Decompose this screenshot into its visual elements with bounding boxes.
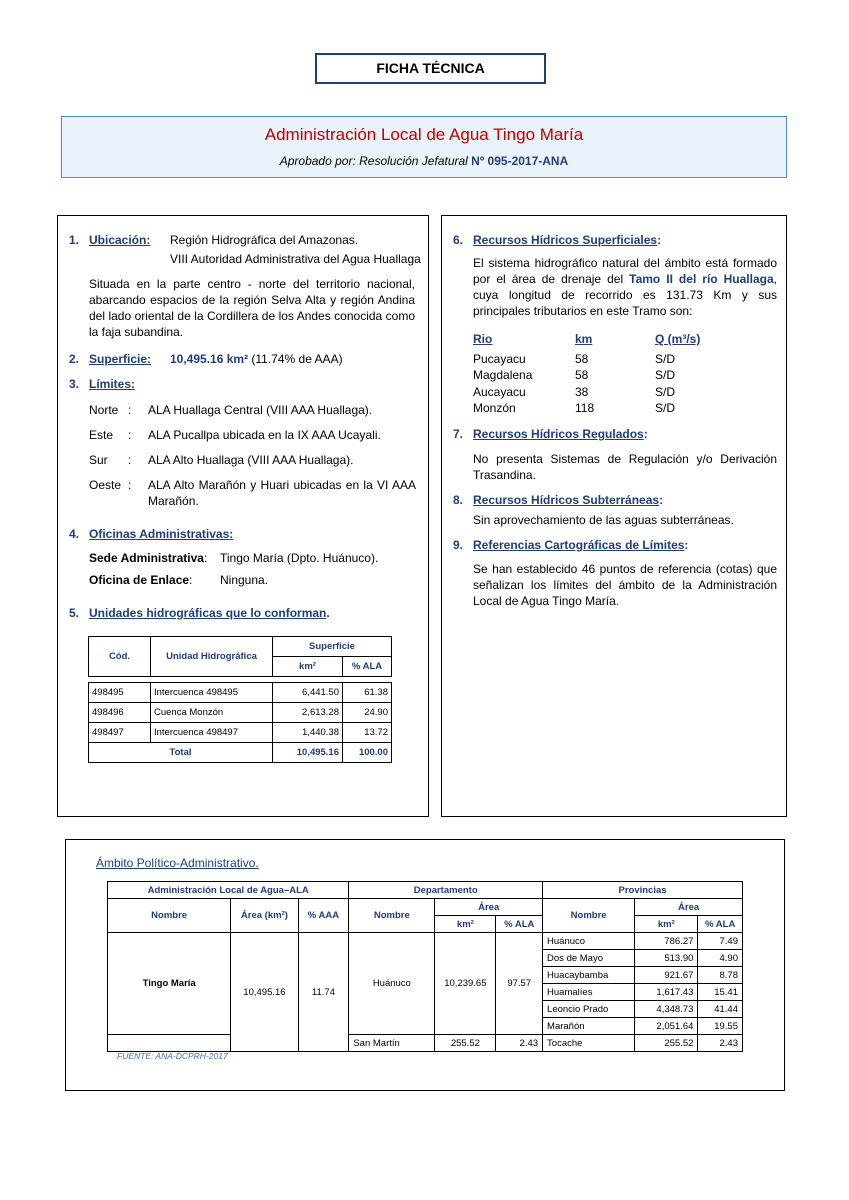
col-departamento: Departamento [349, 882, 543, 899]
section-subterraneas [453, 492, 664, 508]
referencias-text: Se han establecido 46 puntos de referencia (cotas) que señalizan los límites del ámbito de la Administración Local de Agua Tingo María. [473, 562, 777, 608]
list-item: Monzón 118 S/D [473, 401, 676, 415]
dep-name: Huánuco [349, 933, 435, 1035]
section-title: Límites: [89, 377, 136, 391]
section-regulados [453, 426, 648, 442]
superficiales-text: El sistema hidrográfico natural del ámbito está formado por el área de drenaje del Tamo II del río Huallaga, cuya longitud de recorrido es 131.73 Km y sus principales tributarios en este Tramo son: [473, 256, 777, 318]
rivers-header: Rio km Q (m³/s) [473, 332, 701, 346]
section-superficiales [453, 232, 662, 248]
subterraneas-text: Sin aprovechamiento de las aguas subterráneas. [473, 513, 734, 527]
ubicacion-line2: VIII Autoridad Administrativa del Agua Huallaga [170, 252, 421, 266]
section-number: 2. [69, 352, 80, 366]
superficie-value: 10,495.16 km² [170, 352, 249, 366]
section-title: Recursos Hídricos Regulados: [473, 427, 648, 441]
approval-line [62, 154, 786, 168]
section-number: 1. [69, 233, 80, 247]
ficha-tecnica-title: FICHA TÉCNICA [315, 53, 546, 84]
approval-label: Aprobado por: Resolución Jefatural [279, 154, 472, 168]
section-number: 4. [69, 527, 80, 541]
limite-oeste: Oeste : ALA Alto Marañón y Huari ubicadas en la VI AAA Marañón. [89, 478, 416, 508]
section-title: Recursos Hídricos Subterráneas: [473, 493, 664, 507]
ala-pct: 11.74 [298, 933, 349, 1052]
list-item: Aucayacu 38 S/D [473, 385, 676, 399]
section-referencias [453, 537, 689, 553]
table-row: San Martín 255.52 2.43 Tocache 255.52 2.43 [108, 1035, 743, 1052]
limite-norte: Norte : ALA Huallaga Central (VIII AAA Huallaga). [89, 403, 373, 417]
unidades-table [88, 636, 392, 763]
table-row: Huamalíes 1,617.43 15.41 [108, 984, 743, 1001]
col-unidad: Unidad Hidrográfica [151, 637, 273, 677]
col-ala: Administración Local de Agua–ALA [108, 882, 349, 899]
ubicacion-line1: Región Hidrográfica del Amazonas. [170, 233, 359, 247]
section-number: 8. [453, 493, 464, 507]
section-title: Oficinas Administrativas: [89, 527, 234, 541]
col-km: km² [273, 657, 343, 677]
table-row: Leoncio Prado 4,348.73 41.44 [108, 1001, 743, 1018]
section-title: Ubicación: [89, 233, 151, 247]
col-pct: % ALA [343, 657, 392, 677]
col-cod: Cód. [89, 637, 151, 677]
section-ubicacion [69, 232, 419, 248]
section-limites [69, 376, 136, 392]
table-row: 498497 Intercuenca 498497 1,440.38 13.72 [89, 723, 392, 743]
section-number: 7. [453, 427, 464, 441]
section-title: Superficie: [89, 352, 152, 366]
limite-sur: Sur : ALA Alto Huallaga (VIII AAA Huallaga). [89, 453, 354, 467]
section-number: 3. [69, 377, 80, 391]
col-superficie: Superficie [273, 637, 392, 657]
col-provincias: Provincias [543, 882, 743, 899]
limite-este: Este : ALA Pucallpa ubicada en la IX AAA Ucayali. [89, 428, 381, 442]
section-title: Recursos Hídricos Superficiales: [473, 233, 662, 247]
section-oficinas [69, 526, 419, 542]
table-row: 498495 Intercuenca 498495 6,441.50 61.38 [89, 683, 392, 703]
approval-code: Nº 095-2017-ANA [471, 154, 569, 168]
section-unidades [69, 605, 419, 621]
dep-km: 10,239.65 [435, 933, 496, 1035]
ala-area: 10,495.16 [231, 933, 298, 1052]
header-banner [61, 116, 787, 178]
dep-pct: 97.57 [496, 933, 543, 1035]
section-number: 6. [453, 233, 464, 247]
page-title: Administración Local de Agua Tingo María [264, 125, 584, 144]
section-superficie [69, 351, 419, 367]
table-row: Tingo María 10,495.16 11.74 Huánuco 10,239.65 97.57 Huánuco 786.27 7.49 [108, 933, 743, 950]
section-number: 9. [453, 538, 464, 552]
table-row: Dos de Mayo 513.90 4.90 [108, 950, 743, 967]
ala-name: Tingo María [108, 933, 231, 1035]
regulados-text: No presenta Sistemas de Regulación y/o Derivación Trasandina. [473, 452, 777, 482]
list-item: Pucayacu 58 S/D [473, 352, 676, 366]
section-number: 5. [69, 606, 80, 620]
list-item: Magdalena 58 S/D [473, 368, 676, 382]
superficie-extra: (11.74% de AAA) [248, 352, 343, 366]
section-title: Unidades hidrográficas que lo conforman. [89, 606, 330, 620]
table-row: 498496 Cuenca Monzón 2,613.28 24.90 [89, 703, 392, 723]
table-total-row: Total 10,495.16 100.00 [89, 743, 392, 763]
table-row: Marañón 2,051.64 19.55 [108, 1018, 743, 1035]
ubicacion-description: Situada en la parte centro - norte del territorio nacional, abarcando espacios de la región Selva Alta y región Andina del lado oriental de la Cordillera de los Andes conocida como la faja subandina. [89, 277, 415, 339]
ambito-title: Ámbito Político-Administrativo. [96, 856, 259, 870]
table-row: Huacaybamba 921.67 8.78 [108, 967, 743, 984]
fuente-note: FUENTE: ANA-DCPRH-2017 [117, 1051, 228, 1061]
oficina-enlace: Oficina de Enlace: Ninguna. [89, 573, 269, 587]
ambito-table: Administración Local de Agua–ALA Departamento Provincias Nombre Área (km²) % AAA Nombre Área Nombre Área km² % ALA km² % ALA Tingo María 10,495.16 11.74 Huánuco 10,239.65 97.57 Huánuco 786.27 7.49 Dos de Mayo 513.90 4.90 Huacaybamba 921.67 8.78 Huamalíes 1,617.43 15.41 Leoncio Prado 4,348.73 41.44 Marañón 2,051.64 19.55 San Martín 255.52 2.43 Tocache 255.52 2.43 [107, 881, 743, 1052]
section-title: Referencias Cartográficas de Límites: [473, 538, 689, 552]
sede-administrativa: Sede Administrativa: Tingo María (Dpto. Huánuco). [89, 551, 379, 565]
